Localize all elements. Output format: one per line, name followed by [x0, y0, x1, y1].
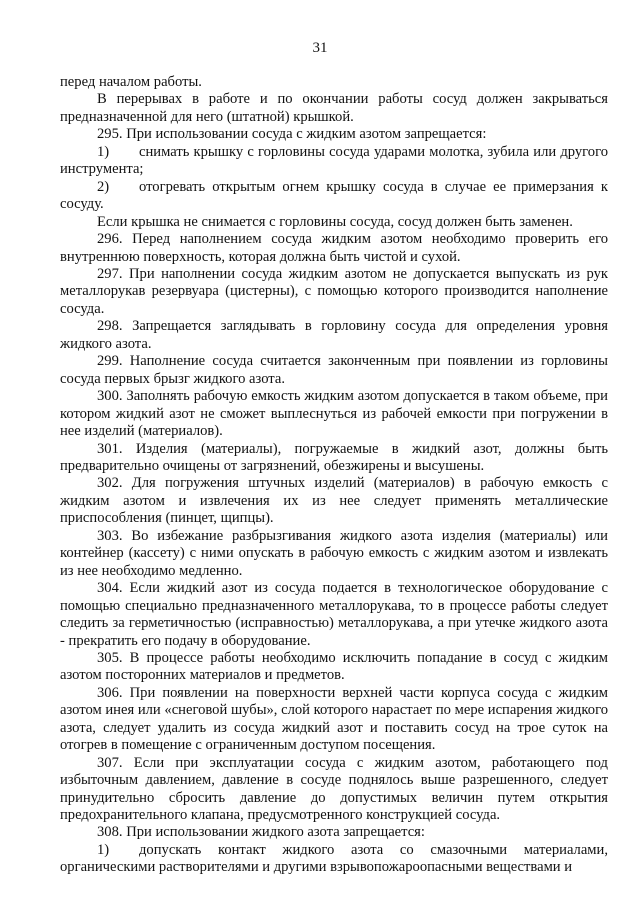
paragraph: [60, 74, 608, 91]
list-item: [60, 842, 608, 877]
paragraph: [60, 318, 608, 353]
paragraph-text: 306. При появлении на поверхности верхней части корпуса сосуда с жидким азотом инея или «снеговой шубы», слой которого нарастает по мере испарения жидкого азота, следует удалить из сосуда жидкий азот и поставить сосуд на трое суток на отогрев в помещение с ограниченным доступом посещения.: [60, 684, 608, 754]
paragraph-text: В перерывах в работе и по окончании работы сосуд должен закрываться предназначенной для него (штатной) крышкой.: [60, 91, 608, 125]
paragraph: [60, 755, 608, 825]
paragraph-text: 297. При наполнении сосуда жидким азотом не допускается выпускать из рук металлорукав резервуара (цистерны), с помощью которого производится наполнение сосуда.: [60, 265, 608, 317]
list-item-number: 1): [97, 143, 110, 160]
list-item: [60, 144, 608, 179]
paragraph: [60, 528, 608, 580]
paragraph-text: 295. При использовании сосуда с жидким азотом запрещается:: [97, 126, 487, 143]
list-item-number: 2): [97, 178, 110, 195]
paragraph: [60, 266, 608, 318]
paragraph: [60, 91, 608, 126]
paragraph-text: снимать крышку с горловины сосуда ударами молотка, зубила или другого инструмента;: [60, 143, 608, 178]
document-body: [60, 74, 608, 877]
paragraph-text: 296. Перед наполнением сосуда жидким азотом необходимо проверить его внутреннюю поверхность, которая должна быть чистой и сухой.: [60, 231, 608, 265]
list-item: [60, 179, 608, 214]
paragraph-text: 302. Для погружения штучных изделий (материалов) в рабочую емкость с жидким азотом и извлечения их из нее следует применять металлические приспособления (пинцет, щипцы).: [60, 475, 608, 527]
paragraph-text: отогревать открытым огнем крышку сосуда в случае ее примерзания к сосуду.: [60, 178, 608, 213]
paragraph: [60, 126, 608, 143]
paragraph-text: 299. Наполнение сосуда считается законченным при появлении из горловины сосуда первых брызг жидкого азота.: [60, 353, 608, 387]
paragraph: [60, 388, 608, 440]
paragraph-text: 303. Во избежание разбрызгивания жидкого азота изделия (материалы) или контейнер (кассету) с ними опускать в рабочую емкость с жидким азотом и извлекать из нее необходимо медленно.: [60, 527, 608, 579]
paragraph: [60, 353, 608, 388]
paragraph-text: 305. В процессе работы необходимо исключить попадание в сосуд с жидким азотом посторонних материалов и предметов.: [60, 649, 608, 684]
paragraph-text: 304. Если жидкий азот из сосуда подается в технологическое оборудование с помощью специально предназначенного металлорукава, то в процессе работы следует следить за герметичностью (исправностью) металлорукава, а при утечке жидкого азота - прекратить его подачу в оборудование.: [60, 580, 608, 649]
paragraph: [60, 231, 608, 266]
paragraph: [60, 824, 608, 841]
paragraph-text: 308. При использовании жидкого азота запрещается:: [97, 824, 425, 841]
paragraph: [60, 685, 608, 755]
paragraph: [60, 214, 608, 231]
page-number: 31: [312, 40, 328, 56]
paragraph-text: перед началом работы.: [60, 74, 202, 90]
paragraph-text: 307. Если при эксплуатации сосуда с жидким азотом, работающего под избыточным давлением, давление в сосуде поднялось выше разрешенного, следует принудительно сбросить давление до допустимых величин путем открытия предохранительного клапана, предусмотренного конструкцией сосуда.: [60, 754, 608, 824]
paragraph-text: 300. Заполнять рабочую емкость жидким азотом допускается в таком объеме, при котором жидкий азот не сможет выплеснуться из рабочей емкости при погружении в нее изделий (материалов).: [60, 388, 608, 440]
paragraph: [60, 650, 608, 685]
paragraph-text: 298. Запрещается заглядывать в горловину сосуда для определения уровня жидкого азота.: [60, 318, 608, 352]
paragraph-text: 301. Изделия (материалы), погружаемые в жидкий азот, должны быть предварительно очищены от загрязнений, обезжирены и высушены.: [60, 440, 608, 474]
paragraph-text: Если крышка не снимается с горловины сосуда, сосуд должен быть заменен.: [97, 213, 573, 230]
paragraph: [60, 441, 608, 476]
paragraph-text: допускать контакт жидкого азота со смазочными материалами, органическими растворителями и другими взрывопожароопасными веществами и: [60, 841, 608, 876]
paragraph: [60, 475, 608, 527]
list-item-number: 1): [97, 841, 110, 858]
paragraph: [60, 580, 608, 650]
